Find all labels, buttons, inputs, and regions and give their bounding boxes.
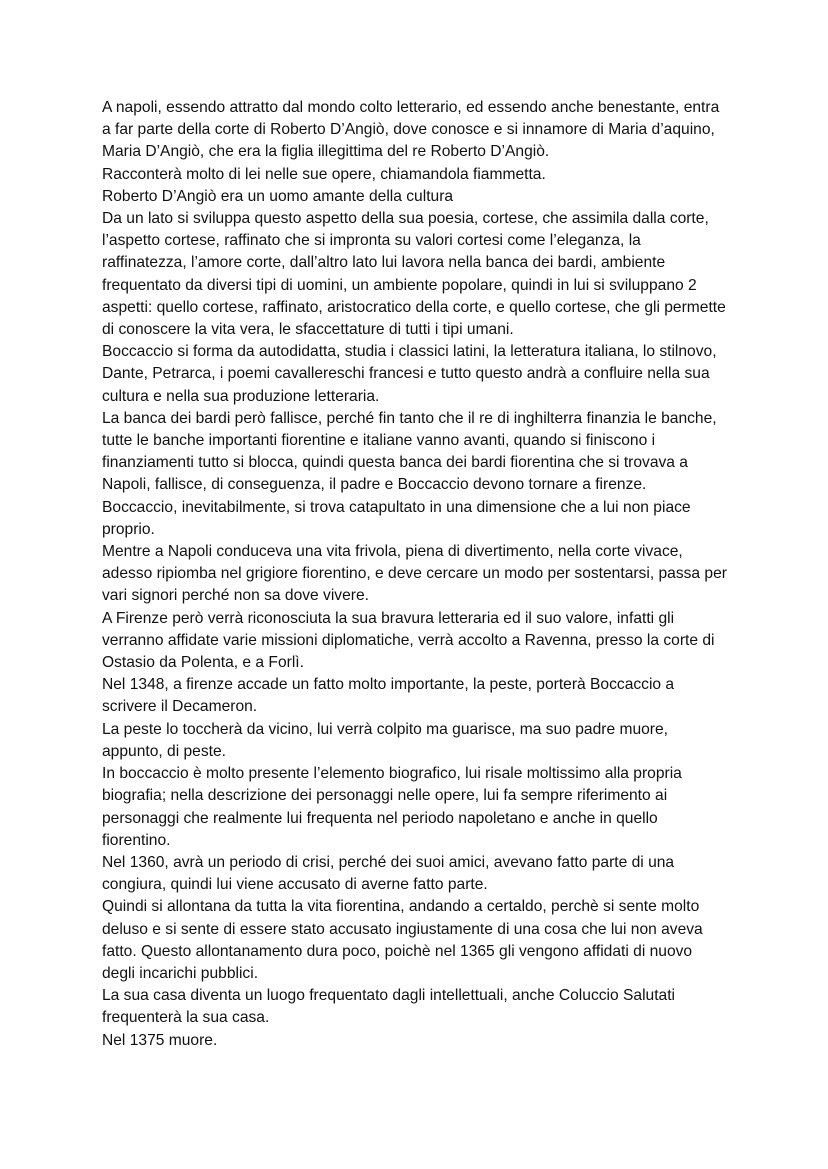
paragraph-firenze-missioni: A Firenze però verrà riconosciuta la sua bravura letteraria ed il suo valore, infatti gli verranno affidate varie missioni diplomatiche, verrà accolto a Ravenna, presso la corte di Ostasio da Polenta, e a Forlì. bbox=[102, 609, 715, 672]
paragraph-peste-padre: La peste lo toccherà da vicino, lui verrà colpito ma guarisce, ma suo padre muore, appunto, di peste. bbox=[102, 720, 668, 760]
paragraph-vita-frivola: Mentre a Napoli conduceva una vita frivola, piena di divertimento, nella corte vivace, adesso ripiomba nel grigiore fiorentino, e deve cercare un modo per sostentarsi, passa per vari signori perché non sa dove vivere. bbox=[102, 543, 727, 605]
paragraph-1375-muore: Nel 1375 muore. bbox=[102, 1031, 218, 1049]
paragraph-elemento-biografico: In boccaccio è molto presente l’elemento biografico, lui risale moltissimo alla propria biografia; nella descrizione dei personaggi nelle opere, lui fa sempre riferimento ai personaggi che realmente lui frequenta nel periodo napoletano e anche in quello fiorentino. bbox=[102, 765, 682, 849]
paragraph-1348-peste: Nel 1348, a firenze accade un fatto molto importante, la peste, porterà Boccaccio a scrivere il Decameron. bbox=[102, 676, 675, 716]
paragraph-1360-crisi: Nel 1360, avrà un periodo di crisi, perché dei suoi amici, avevano fatto parte di una congiura, quindi lui viene accusato di averne fatto parte. bbox=[102, 853, 675, 894]
paragraph-certaldo: Quindi si allontana da tutta la vita fiorentina, andando a certaldo, perchè si sente molto deluso e si sente di essere stato accusato ingiustamente di una cosa che lui non aveva fatto. Questo allontanamento dura poco, poichè nel 1365 gli vengono affidati di nuovo degli incarichi pubblici. bbox=[102, 898, 703, 982]
paragraph-roberto-cultura: Roberto D’Angiò era un uomo amante della cultura bbox=[102, 187, 454, 205]
paragraph-banca-bardi: La banca dei bardi però fallisce, perché fin tanto che il re di inghilterra finanzia le banche, tutte le banche importanti fiorentine e italiane vanno avanti, quando si finiscono i finanziamenti tutto si blocca, quindi questa banca dei bardi fiorentina che si trovava a Napoli, fallisce, di conseguenza, il padre e Boccaccio devono tornare a firenze. bbox=[102, 409, 717, 494]
paragraph-aspetti-cortese: Da un lato si sviluppa questo aspetto della sua poesia, cortese, che assimila dalla corte, l’aspetto cortese, raffinato che si impronta su valori cortesi come l’eleganza, la raffinatezza, l’amore corte, dall’altro lato lui lavora nella banca dei bardi, ambiente frequentato da diversi tipi di uomini, un ambiente popolare, quindi in lui si sviluppano 2 aspetti: quello cortese, raffinato, aristocratico della corte, e quello cortese, che gli permette di conoscere la vita vera, le sfaccettature di tutti i tipi umani. bbox=[102, 210, 726, 339]
document-body bbox=[102, 97, 728, 1052]
paragraph-intellettuali: La sua casa diventa un luogo frequentato dagli intellettuali, anche Coluccio Salutati frequenterà la sua casa. bbox=[102, 987, 676, 1027]
paragraph-catapultato: Boccaccio, inevitabilmente, si trova catapultato in una dimensione che a lui non piace proprio. bbox=[102, 498, 691, 538]
paragraph-napoli-corte: A napoli, essendo attratto dal mondo colto letterario, ed essendo anche benestante, entra a far parte della corte di Roberto D’Angiò, dove conosce e si innamore di Maria d’aquino, Maria D’Angiò, che era la figlia illegittima del re Roberto D’Angiò. bbox=[102, 99, 720, 161]
paragraph-fiammetta: Racconterà molto di lei nelle sue opere, chiamandola fiammetta. bbox=[102, 165, 546, 183]
paragraph-autodidatta: Boccaccio si forma da autodidatta, studia i classici latini, la letteratura italiana, lo stilnovo, Dante, Petrarca, i poemi cavallereschi francesi e tutto questo andrà a confluire nella sua cultura e nella sua produzione letteraria. bbox=[102, 343, 717, 405]
